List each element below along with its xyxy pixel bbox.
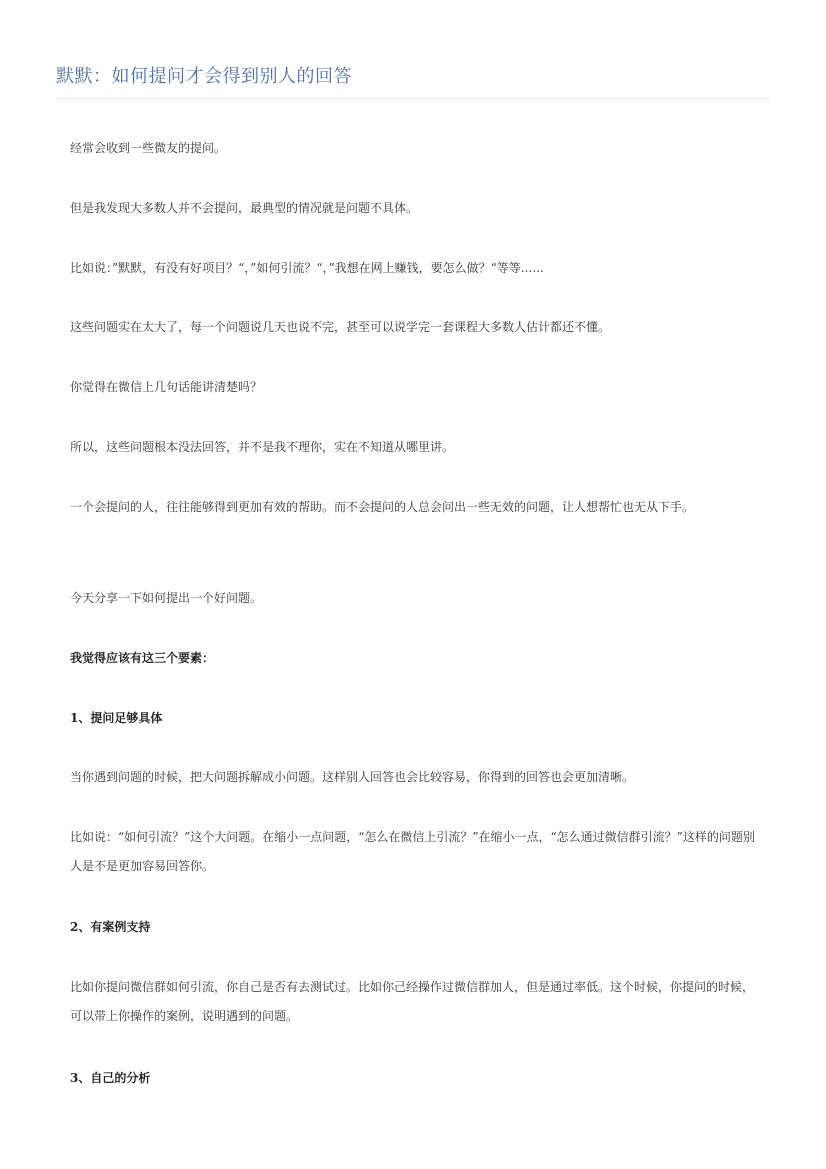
paragraph: 今天分享一下如何提出一个好问题。: [70, 591, 263, 605]
paragraph: 你觉得在微信上几句话能讲清楚吗？: [70, 380, 263, 394]
paragraph: 所以，这些问题根本没法回答，并不是我不理你，实在不知道从哪里讲。: [70, 440, 455, 454]
paragraph: 比如说：“如何引流？”这个大问题。在缩小一点问题，“怎么在微信上引流？”在缩小一点，“怎么通过微信群引流？”这样的问题别人是不是更加容易回答你。: [70, 830, 755, 873]
paragraph: 但是我发现大多数人并不会提问，最典型的情况就是问题不具体。: [70, 201, 419, 215]
section-heading: 3、自己的分析: [70, 1071, 151, 1085]
title-divider: [56, 98, 770, 99]
page-title: 默默：如何提问才会得到别人的回答: [56, 66, 352, 87]
paragraph: 这些问题实在太大了，每一个问题说几天也说不完，甚至可以说学完一套课程大多数人估计都还不懂。: [70, 320, 611, 334]
paragraph: 比如说：”默默，有没有好项目？“，”如何引流？“，”我想在网上赚钱，要怎么做？“等等......: [70, 261, 544, 275]
section-heading: 我觉得应该有这三个要素：: [70, 651, 215, 665]
paragraph: 当你遇到问题的时候，把大问题拆解成小问题。这样别人回答也会比较容易，你得到的回答也会更加清晰。: [70, 770, 635, 784]
paragraph: 一个会提问的人，往往能够得到更加有效的帮助。而不会提问的人总会问出一些无效的问题，让人想帮忙也无从下手。: [70, 500, 695, 514]
section-heading: 1、提问足够具体: [70, 711, 163, 725]
section-heading: 2、有案例支持: [70, 920, 151, 934]
paragraph: 比如你提问微信群如何引流，你自己是否有去测试过。比如你己经操作过微信群加人，但是通过率低。这个时候，你提问的时候，可以带上你操作的案例，说明遇到的问题。: [70, 980, 755, 1023]
paragraph: 经常会收到一些微友的提问。: [70, 141, 227, 155]
